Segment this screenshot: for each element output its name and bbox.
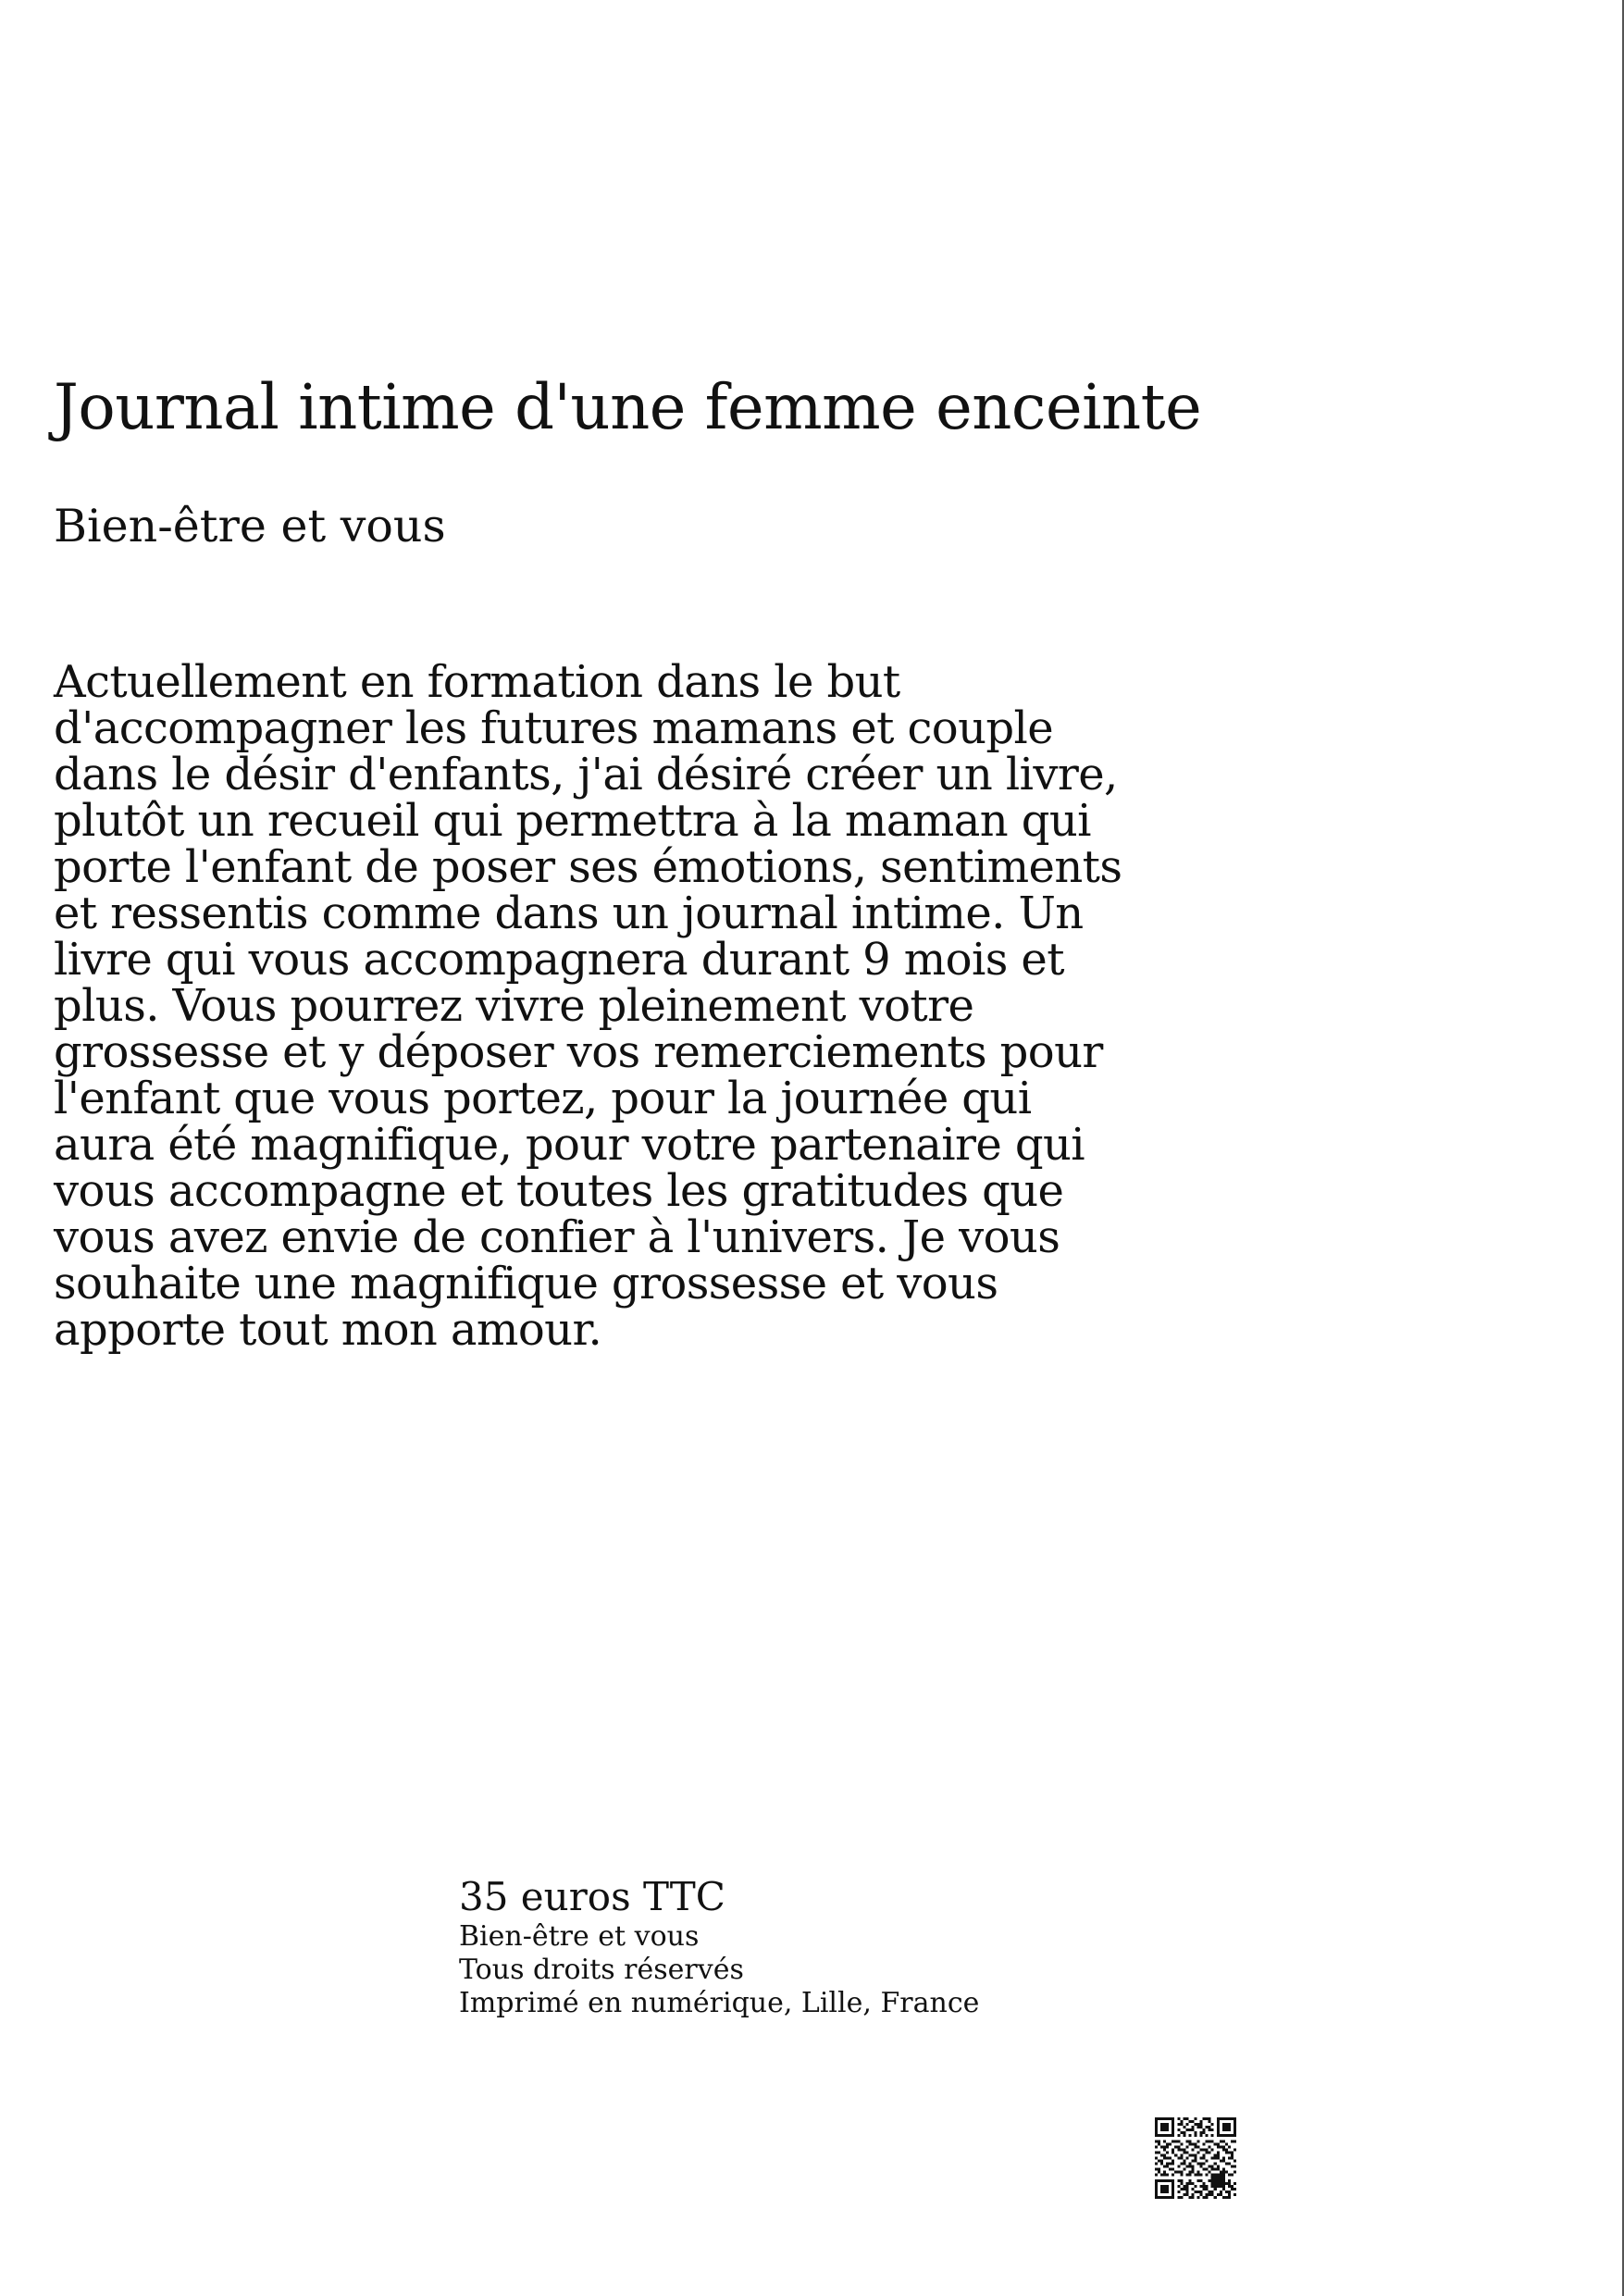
blurb-line: apporte tout mon amour. <box>54 1304 602 1356</box>
blurb-line: d'accompagner les futures mamans et couple <box>54 702 1054 754</box>
back-cover-blurb <box>54 656 1257 1356</box>
blurb-line: livre qui vous accompagnera durant 9 mois et <box>54 934 1064 986</box>
rights-label: Tous droits réservés <box>459 1954 744 1986</box>
blurb-line: souhaite une magnifique grossesse et vous <box>54 1258 998 1309</box>
blurb-line: l'enfant que vous portez, pour la journée qui <box>54 1073 1032 1124</box>
blurb-line: aura été magnifique, pour votre partenaire qui <box>54 1119 1085 1171</box>
blurb-line: Actuellement en formation dans le but <box>54 656 900 708</box>
qr-code-icon <box>1155 2117 1236 2199</box>
blurb-line: porte l'enfant de poser ses émotions, sentiments <box>54 841 1122 893</box>
price-label: 35 euros TTC <box>459 1874 725 1919</box>
blurb-line: vous avez envie de confier à l'univers. Je vous <box>54 1211 1060 1263</box>
printing-label: Imprimé en numérique, Lille, France <box>459 1987 980 2019</box>
book-author: Bien-être et vous <box>54 500 446 552</box>
blurb-line: plutôt un recueil qui permettra à la maman qui <box>54 795 1091 847</box>
publisher-label: Bien-être et vous <box>459 1920 700 1953</box>
blurb-line: et ressentis comme dans un journal intime. Un <box>54 887 1084 939</box>
blurb-line: plus. Vous pourrez vivre pleinement votre <box>54 980 974 1032</box>
book-title: Journal intime d'une femme enceinte <box>54 371 1202 443</box>
blurb-line: dans le désir d'enfants, j'ai désiré créer un livre, <box>54 749 1118 800</box>
blurb-line: grossesse et y déposer vos remerciements pour <box>54 1026 1103 1078</box>
colophon <box>459 1874 979 2020</box>
blurb-line: vous accompagne et toutes les gratitudes que <box>54 1165 1064 1217</box>
